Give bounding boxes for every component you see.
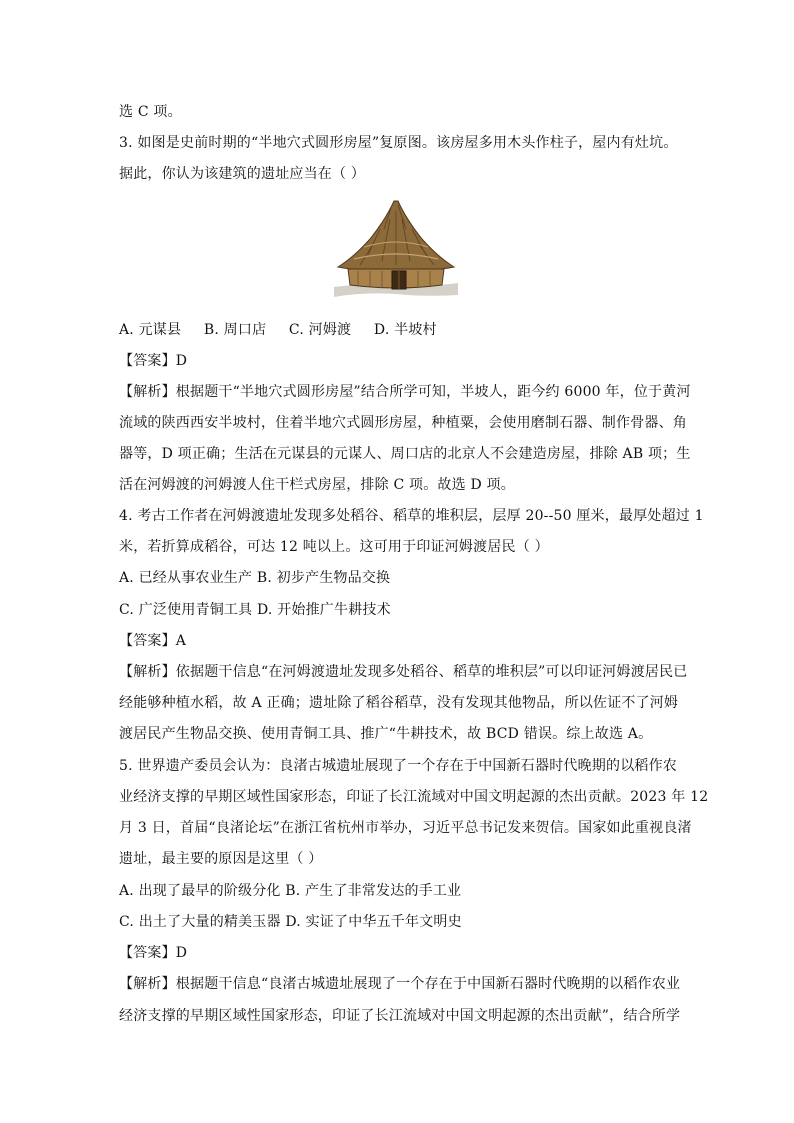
text-line: 选 C 项。	[119, 104, 182, 120]
answer-3: 【答案】D	[119, 353, 188, 369]
question-5-stem-cont-3: 遗址，最主要的原因是这里（ ）	[119, 851, 323, 867]
question-4-options-ab: A. 已经从事农业生产 B. 初步产生物品交换	[119, 570, 391, 586]
analysis-3-line-4: 活在河姆渡的河姆渡人住干栏式房屋，排除 C 项。故选 D 项。	[119, 477, 515, 493]
question-3-stem: 3. 如图是史前时期的“半地穴式圆形房屋”复原图。该房屋多用木头作柱子，屋内有灶坑。	[119, 135, 678, 151]
analysis-3-line-2: 流域的陕西西安半坡村，住着半地穴式圆形房屋，种植粟，会使用磨制石器、制作骨器、角	[119, 415, 687, 431]
question-5-options-ab: A. 出现了最早的阶级分化 B. 产生了非常发达的手工业	[119, 883, 462, 899]
question-3-stem-cont: 据此，你认为该建筑的遗址应当在（ ）	[119, 166, 366, 182]
question-3-options	[119, 320, 437, 340]
hut-illustration	[334, 199, 458, 299]
analysis-5-line-1: 【解析】根据题干信息“良渚古城遗址展现了一个存在于中国新石器时代晚期的以稻作农业	[119, 976, 681, 992]
answer-5: 【答案】D	[119, 945, 188, 961]
question-5-options-cd: C. 出土了大量的精美玉器 D. 实证了中华五千年文明史	[119, 914, 462, 930]
analysis-3-line-1: 【解析】根据题干“半地穴式圆形房屋”结合所学可知，半坡人，距今约 6000 年，位于黄河	[119, 384, 691, 400]
answer-4: 【答案】A	[119, 633, 187, 649]
question-5-stem-cont-2: 月 3 日，首届“良渚论坛”在浙江省杭州市举办，习近平总书记发来贺信。国家如此重视良渚	[119, 820, 692, 836]
analysis-5-line-2: 经济支撑的早期区域性国家形态，印证了长江流域对中国文明起源的杰出贡献”，结合所学	[119, 1008, 681, 1024]
option-a: A. 元谋县	[119, 322, 182, 338]
option-d: D. 半坡村	[373, 322, 437, 338]
option-c: C. 河姆渡	[288, 322, 352, 338]
analysis-4-line-2: 经能够种植水稻，故 A 正确；遗址除了稻谷稻草，没有发现其他物品，所以佐证不了河姆	[119, 695, 679, 711]
analysis-3-line-3: 器等，D 项正确；生活在元谋县的元谋人、周口店的北京人不会建造房屋，排除 AB 项；生	[119, 446, 691, 462]
question-4-stem: 4. 考古工作者在河姆渡遗址发现多处稻谷、稻草的堆积层，层厚 20--50 厘米，最厚处超过 1	[119, 508, 704, 524]
question-5-stem: 5. 世界遗产委员会认为：良渚古城遗址展现了一个存在于中国新石器时代晚期的以稻作农	[119, 758, 678, 774]
option-b: B. 周口店	[203, 322, 267, 338]
analysis-4-line-3: 渡居民产生物品交换、使用青铜工具、推广“牛耕技术，故 BCD 错误。综上故选 A。	[119, 726, 653, 742]
question-5-stem-cont-1: 业经济支撑的早期区域性国家形态，印证了长江流域对中国文明起源的杰出贡献。2023 年 12	[119, 789, 709, 805]
analysis-4-line-1: 【解析】依据题干信息“在河姆渡遗址发现多处稻谷、稻草的堆积层”可以印证河姆渡居民已	[119, 664, 688, 680]
question-4-stem-cont: 米，若折算成稻谷，可达 12 吨以上。这可用于印证河姆渡居民（ ）	[119, 539, 549, 555]
question-4-options-cd: C. 广泛使用青铜工具 D. 开始推广牛耕技术	[119, 602, 391, 618]
